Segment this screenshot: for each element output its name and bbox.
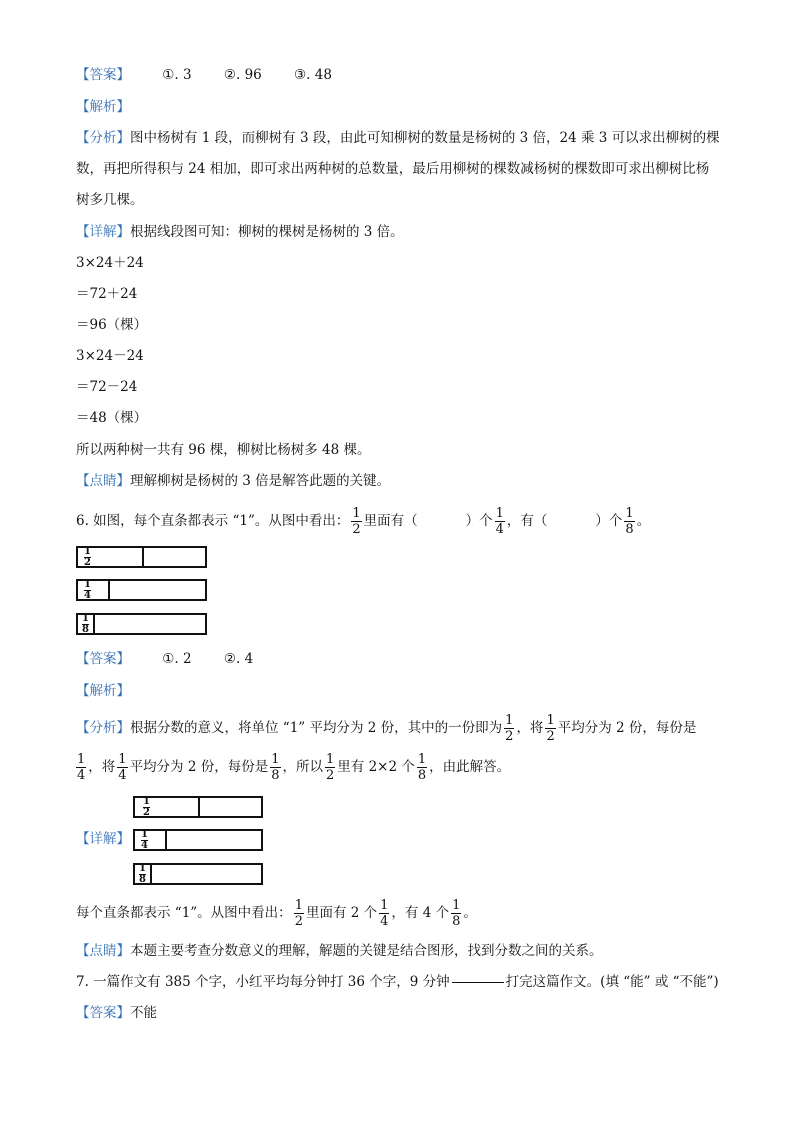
result-line: 每个直条都表示 “1”。从图中看出： $\frac{1}{2}$ 里面有 2 个 $\frac{1}{4}$ ，有 4 个 $\frac{1}{8}$ 。 xyxy=(76,898,477,929)
bar-eighths xyxy=(76,613,207,635)
bar-eighths xyxy=(133,863,263,885)
fenxi-tag: 【分析】 xyxy=(76,130,130,146)
bar-quarters xyxy=(133,829,263,851)
dianjing-tag: 【点睛】 xyxy=(76,943,130,959)
cell-half: 1 2 xyxy=(78,548,144,566)
calc-line: ＝72－24 xyxy=(76,379,138,395)
calc-line: ＝72＋24 xyxy=(76,286,138,302)
cell-quarter: 1 4 xyxy=(78,581,110,599)
analysis-paragraph-cont: 树多几棵。 xyxy=(76,192,144,208)
q6-stem: 6. 如图，每个直条都表示 “1”。从图中看出： $\frac{1}{2}$ 里面有（ ）个 $\frac{1}{4}$ ，有（ ）个 $\frac{1}{8}$ 。 xyxy=(76,506,651,537)
fraction: $\frac{1}{2}$ xyxy=(294,898,303,929)
detail-tag: 【详解】 xyxy=(76,831,130,847)
analysis-paragraph-cont: 数，再把所得积与 24 相加，即可求出两种树的总数量，最后用柳树的棵数减杨树的棵数即可求出柳树比杨 xyxy=(76,161,710,177)
q7-stem: 7. 一篇作文有 385 个字，小红平均每分钟打 36 个字，9 分钟 打完这篇作文。(填 “能” 或 “不能”) xyxy=(76,974,719,990)
dianjing-line xyxy=(76,471,390,491)
q7-answer-line xyxy=(76,1003,157,1023)
detail-line xyxy=(76,829,130,849)
fraction: $\frac{1}{2}$ xyxy=(546,713,555,744)
dianjing-line xyxy=(76,941,603,961)
fraction: $\frac{1}{2}$ xyxy=(352,506,361,537)
text: 根据线段图可知：柳树的棵树是杨树的 3 倍。 xyxy=(130,224,404,240)
analysis-paragraph-cont: $\frac{1}{4}$ ，将 $\frac{1}{4}$ 平均分为 2 份，每份是 $\frac{1}{8}$ ，所以 $\frac{1}{2}$ 里有 2×2 个 $\frac{1}{8}$ ，由此解答。 xyxy=(77,752,511,783)
calc-line: 3×24－24 xyxy=(76,348,144,364)
answer-item: ①. 3 xyxy=(162,67,192,83)
analysis-tag: 【解析】 xyxy=(76,683,130,699)
fraction: $\frac{1}{2}$ xyxy=(326,752,335,783)
text: 本题主要考查分数意义的理解，解题的关键是结合图形，找到分数之间的关系。 xyxy=(130,943,603,959)
fraction: $\frac{1}{4}$ xyxy=(495,506,504,537)
calc-line: 3×24＋24 xyxy=(76,255,144,271)
cell-quarter: 1 4 xyxy=(135,831,167,849)
cell-eighth: 1 8 xyxy=(135,865,152,883)
analysis-tag: 【解析】 xyxy=(76,99,130,115)
cell-half: 1 2 xyxy=(135,798,200,816)
answer-blank xyxy=(452,982,504,983)
fraction: $\frac{1}{4}$ xyxy=(380,898,389,929)
calc-line: ＝48（棵） xyxy=(76,410,148,426)
conclusion: 所以两种树一共有 96 棵，柳树比杨树多 48 棵。 xyxy=(76,442,371,458)
fraction: $\frac{1}{8}$ xyxy=(452,898,461,929)
dianjing-tag: 【点睛】 xyxy=(76,473,130,489)
fraction: $\frac{1}{4}$ xyxy=(77,752,86,783)
fraction: $\frac{1}{2}$ xyxy=(505,713,514,744)
analysis-paragraph: 【分析】根据分数的意义，将单位 “1” 平均分为 2 份，其中的一份即为 $\frac{1}{2}$ ，将 $\frac{1}{2}$ 平均分为 2 份，每份是 xyxy=(76,713,697,744)
answer-tag: 【答案】 xyxy=(76,67,130,83)
answer-item: ②. 4 xyxy=(223,651,254,667)
answer-item: ③. 48 xyxy=(294,67,332,83)
fraction: $\frac{1}{8}$ xyxy=(417,752,427,783)
analysis-paragraph xyxy=(76,128,720,148)
q6-answer-line xyxy=(76,649,253,669)
fraction-bars-figure xyxy=(76,546,207,638)
cell-eighth: 1 8 xyxy=(78,615,95,633)
answer-tag: 【答案】 xyxy=(76,651,130,667)
answer-item: ①. 2 xyxy=(162,651,192,667)
detail-line xyxy=(76,222,404,242)
text: 图中杨树有 1 段，而柳树有 3 段，由此可知柳树的数量是杨树的 3 倍，24 乘 3 可以求出柳树的棵 xyxy=(130,130,720,146)
fenxi-tag: 【分析】 xyxy=(76,720,130,736)
calc-line: ＝96（棵） xyxy=(76,317,148,333)
bar-halves xyxy=(76,546,207,568)
bar-quarters xyxy=(76,579,207,601)
q5-answer-line xyxy=(76,65,332,85)
fraction: $\frac{1}{4}$ xyxy=(118,752,127,783)
bar-halves xyxy=(133,796,263,818)
fraction-bars-figure-detail xyxy=(133,796,263,887)
detail-tag: 【详解】 xyxy=(76,224,130,240)
fraction: $\frac{1}{8}$ xyxy=(271,752,280,783)
text: 理解柳树是杨树的 3 倍是解答此题的关键。 xyxy=(130,473,391,489)
fraction: $\frac{1}{8}$ xyxy=(625,506,634,537)
answer-text: 不能 xyxy=(130,1005,157,1021)
answer-tag: 【答案】 xyxy=(76,1005,130,1021)
answer-item: ②. 96 xyxy=(223,67,262,83)
